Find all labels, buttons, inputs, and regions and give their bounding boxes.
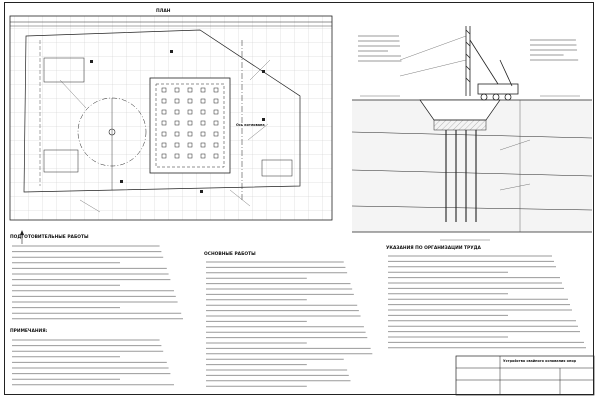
notes-heading: ПРИМЕЧАНИЯ:: [10, 329, 48, 334]
labor-organization-heading: УКАЗАНИЯ ПО ОРГАНИЗАЦИИ ТРУДА: [386, 246, 481, 251]
plan-title: ПЛАН: [156, 9, 171, 14]
site-plan: [10, 16, 332, 244]
title-block-label: Устройство свайного основания опор: [503, 359, 577, 363]
preparatory-works-heading: ПОДГОТОВИТЕЛЬНЫЕ РАБОТЫ: [10, 235, 89, 240]
main-works-heading: ОСНОВНЫЕ РАБОТЫ: [204, 252, 256, 257]
excavation-axis-label: Ось котлована: [236, 123, 265, 127]
cross-section: [352, 26, 592, 240]
